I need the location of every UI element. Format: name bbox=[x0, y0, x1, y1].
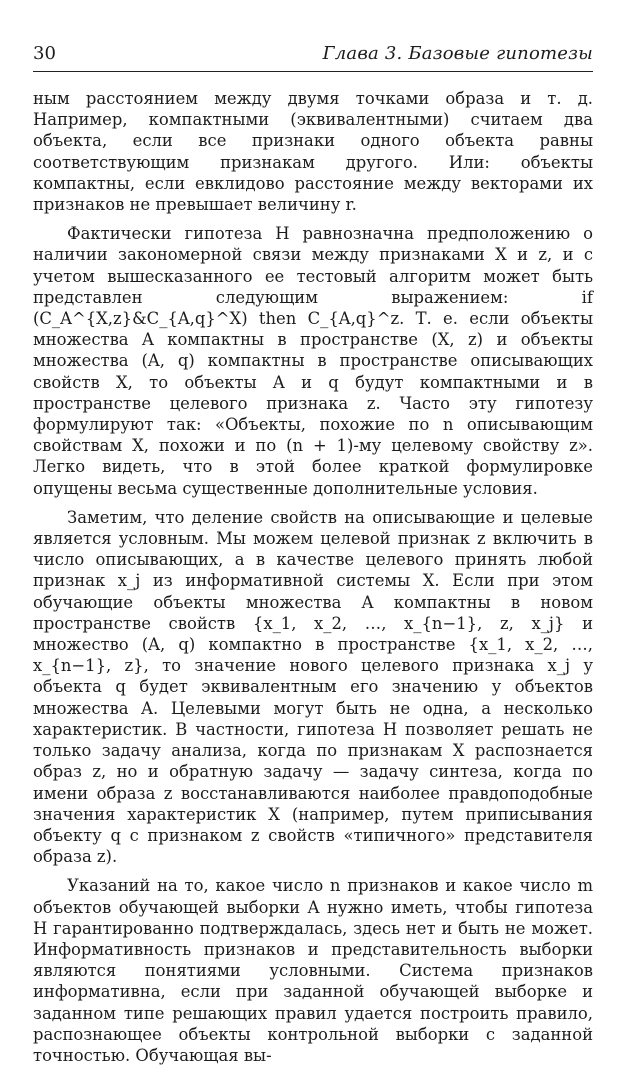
header-rule bbox=[33, 71, 593, 72]
page-header bbox=[33, 40, 593, 68]
page-number: 30 bbox=[33, 43, 56, 64]
book-page bbox=[33, 40, 593, 1066]
paragraph-sample-size: Указаний на то, какое число n признаков и какое число m объектов обучающей выборки A нужно иметь, чтобы гипотеза H гарантированно подтверждалась, здесь нет и быть не может. Информативность признаков и представительность выборки являются понятиями условными. Система признаков информативна, если при заданной обучающей выборке и заданном типе решающих правил удается построить правило, распознающее объекты контрольной выборки с заданной точностью. Обучающая вы- bbox=[33, 876, 593, 1065]
paragraph-continued: ным расстоянием между двумя точками образа и т. д. Например, компактными (эквивалентными) считаем два объекта, если все признаки одного объекта равны соответствующим признакам другого. Или: объекты компактны, если евклидово расстояние между векторами их признаков не превышает величину r. bbox=[33, 89, 593, 215]
page-body bbox=[33, 88, 593, 1066]
paragraph-hypothesis-h: Фактически гипотеза H равнозначна предположению о наличии закономерной связи между признаками X и z, и с учетом вышесказанного ее тестовый алгоритм может быть представлен следующим выражением: if (C_A^{X,z}&C_{A,q}^X) then C_{A,q}^z. Т. е. если объекты множества A компактны в пространстве (X, z) и объекты множества (A, q) компактны в пространстве описывающих свойств X, то объекты A и q будут компактными и в пространстве целевого признака z. Часто эту гипотезу формулируют так: «Объекты, похожие по n описывающим свойствам X, похожи и по (n + 1)-му целевому свойству z». Легко видеть, что в этой более краткой формулировке опущены весьма существенные дополнительные условия. bbox=[33, 224, 593, 498]
paragraph-target-properties: Заметим, что деление свойств на описывающие и целевые является условным. Мы можем целевой признак z включить в число описывающих, а в качестве целевого принять любой признак x_j из информативной системы X. Если при этом обучающие объекты множества A компактны в новом пространстве свойств {x_1, x_2, …, x_{n−1}, z, x_j} и множество (A, q) компактно в пространстве {x_1, x_2, …, x_{n−1}, z}, то значение нового целевого признака x_j у объекта q будет эквивалентным его значению у объектов множества A. Целевыми могут быть не одна, а несколько характеристик. В частности, гипотеза H позволяет решать не только задачу анализа, когда по признакам X распознается образ z, но и обратную задачу — задачу синтеза, когда по имени образа z восстанавливаются наиболее правдоподобные значения характеристик X (например, путем приписывания объекту q с признаком z свойств «типичного» представителя образа z). bbox=[33, 507, 593, 867]
running-title: Глава 3. Базовые гипотезы bbox=[322, 43, 593, 64]
